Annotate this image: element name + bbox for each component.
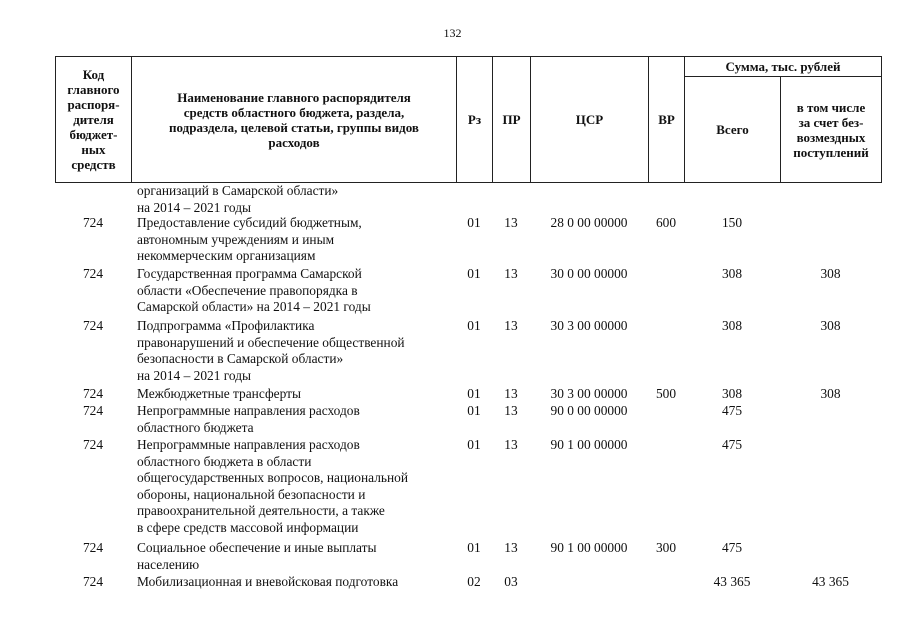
row-free: 308 <box>820 386 841 401</box>
header-rz: Рз <box>457 57 493 183</box>
header-name: Наименование главного распорядителя средств областного бюджета, раздела, подраздела, целевой статьи, группы видов расходов <box>132 57 457 183</box>
row-code: 724 <box>82 574 104 589</box>
row-total: 475 <box>721 403 743 418</box>
row-code: 724 <box>82 386 104 401</box>
row-name: Межбюджетные трансферты <box>137 386 301 401</box>
row-code: 724 <box>82 266 104 281</box>
row-pr: 13 <box>504 318 518 333</box>
row-csr: 90 1 00 00000 <box>550 437 628 452</box>
row-csr: 28 0 00 00000 <box>550 215 628 230</box>
header-code: Код главного распоря- дителя бюджет- ных средств <box>56 57 132 183</box>
row-total: 308 <box>721 318 743 333</box>
row-vr: 300 <box>655 540 677 555</box>
row-name: Непрограммные направления расходов областного бюджета в области общегосударственных вопросов, национальной обороны, национальной безопасности и правоохранительной деятельности, а также в сфере средств массовой информации <box>137 437 409 535</box>
header-csr: ЦСР <box>531 57 649 183</box>
row-total: 43 365 <box>713 574 751 589</box>
row-rz: 01 <box>467 386 481 401</box>
row-csr: 30 3 00 00000 <box>550 318 628 333</box>
row-total: 475 <box>721 437 743 452</box>
row-pr: 13 <box>504 386 518 401</box>
row-free: 43 365 <box>812 574 849 589</box>
row-pr: 13 <box>504 266 518 281</box>
row-name: Государственная программа Самарской области «Обеспечение правопорядка в Самарской области» на 2014 – 2021 годы <box>137 266 371 314</box>
row-csr: 90 0 00 00000 <box>550 403 628 418</box>
row-name: организаций в Самарской области» на 2014 – 2021 годы <box>137 183 339 215</box>
row-rz: 01 <box>467 318 481 333</box>
row-rz: 01 <box>467 266 481 281</box>
row-pr: 03 <box>504 574 518 589</box>
row-total: 308 <box>721 266 743 281</box>
header-vr: ВР <box>649 57 685 183</box>
row-code: 724 <box>82 403 104 418</box>
row-free: 308 <box>820 266 841 281</box>
row-rz: 01 <box>467 215 481 230</box>
row-name: Мобилизационная и вневойсковая подготовка <box>137 574 399 589</box>
row-free: 308 <box>820 318 841 333</box>
row-total: 150 <box>721 215 743 230</box>
row-rz: 01 <box>467 403 481 418</box>
row-code: 724 <box>82 437 104 452</box>
table-header <box>55 56 882 183</box>
row-csr: 90 1 00 00000 <box>550 540 628 555</box>
row-rz: 01 <box>467 437 481 452</box>
header-free: в том числе за счет без- возмездных поступлений <box>781 77 882 183</box>
row-total: 475 <box>721 540 743 555</box>
row-pr: 13 <box>504 540 518 555</box>
row-pr: 13 <box>504 215 518 230</box>
row-rz: 02 <box>467 574 481 589</box>
row-rz: 01 <box>467 540 481 555</box>
row-name: Непрограммные направления расходов областного бюджета <box>137 403 360 435</box>
header-pr: ПР <box>493 57 531 183</box>
header-sum: Сумма, тыс. рублей <box>685 57 882 77</box>
row-code: 724 <box>82 215 104 230</box>
row-pr: 13 <box>504 403 518 418</box>
row-vr: 500 <box>655 386 677 401</box>
row-total: 308 <box>721 386 743 401</box>
page-number: 132 <box>443 26 462 40</box>
row-code: 724 <box>82 540 104 555</box>
row-pr: 13 <box>504 437 518 452</box>
header-total: Всего <box>685 77 781 183</box>
row-name: Предоставление субсидий бюджетным, автономным учреждениям и иным некоммерческим организациям <box>137 215 362 263</box>
row-csr: 30 0 00 00000 <box>550 266 628 281</box>
row-code: 724 <box>82 318 104 333</box>
row-vr: 600 <box>655 215 677 230</box>
row-name: Подпрограмма «Профилактика правонарушений и обеспечение общественной безопасности в Самарской области» на 2014 – 2021 годы <box>137 318 405 383</box>
row-csr: 30 3 00 00000 <box>550 386 628 401</box>
row-name: Социальное обеспечение и иные выплаты населению <box>137 540 377 572</box>
